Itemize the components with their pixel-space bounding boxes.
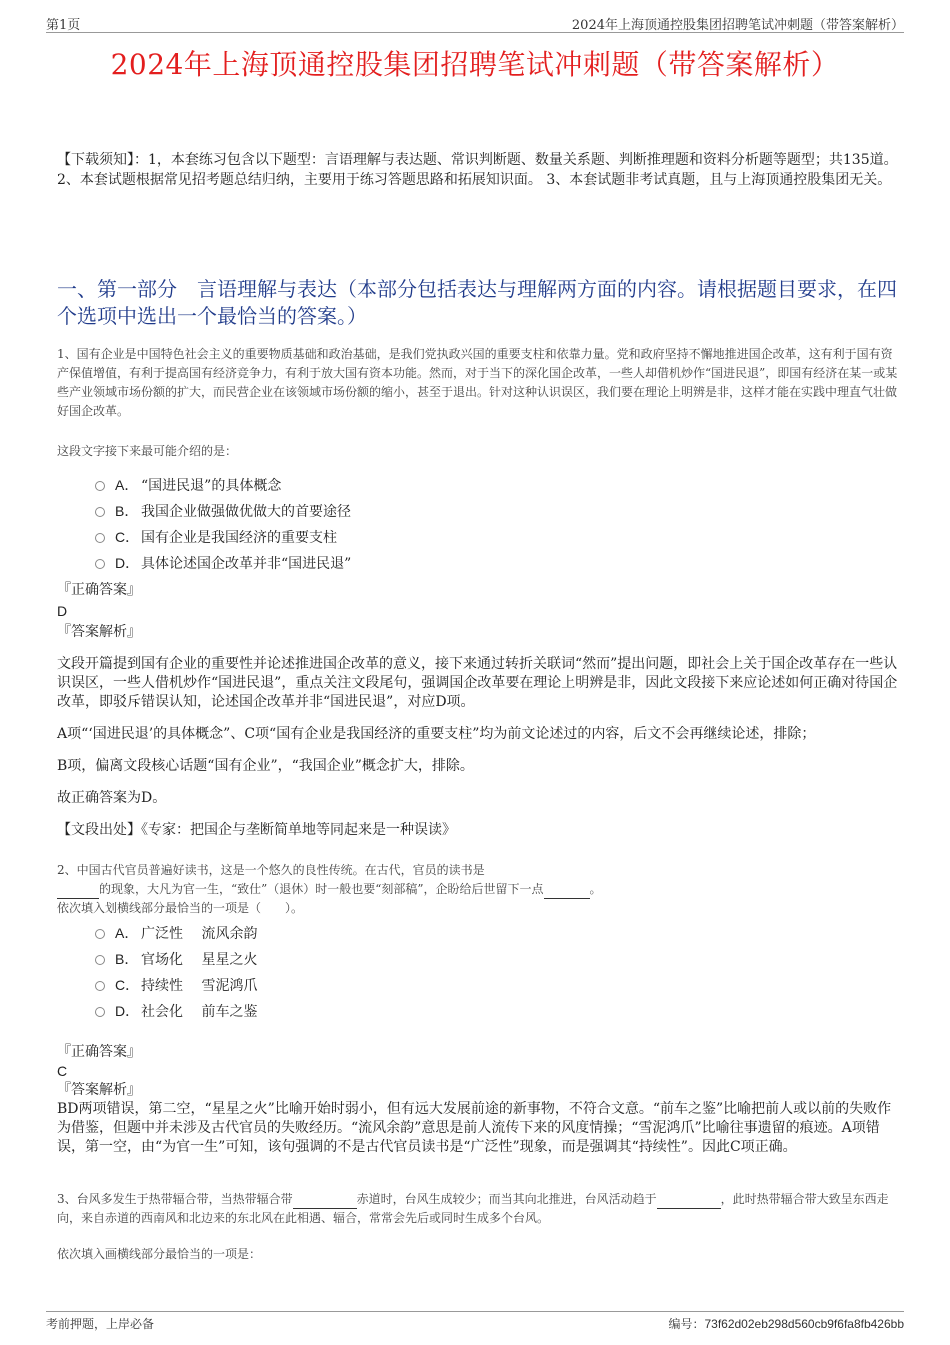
fill-blank[interactable] bbox=[657, 1208, 721, 1209]
radio-icon[interactable] bbox=[95, 533, 105, 543]
question-1-prompt: 这段文字接下来最可能介绍的是： bbox=[57, 444, 238, 458]
radio-icon[interactable] bbox=[95, 955, 105, 965]
question-1-option-a[interactable]: A． “国进民退”的具体概念 bbox=[95, 472, 351, 498]
footer-code: 编号：73f62d02eb298d560cb9f6fa8fb426bb bbox=[668, 1317, 904, 1331]
question-2-options bbox=[95, 920, 257, 1024]
radio-icon[interactable] bbox=[95, 929, 105, 939]
analysis-paragraph: BD两项错误，第二空，“星星之火”比喻开始时弱小，但有远大发展前途的新事物，不符合文意。“前车之鉴”比喻把前人或以前的失败作为借鉴，但题中并未涉及古代官员的失败经历。“流风余韵”意思是前人流传下来的风度情操；“雪泥鸿爪”比喻往事遗留的痕迹。A项错误，第一空，由“为官一生”可知，该句强调的不是古代官员读书是“广泛性”现象，而是强调其“持续性”。因此C项正确。 bbox=[57, 1101, 892, 1155]
header-doc-title: 2024年上海顶通控股集团招聘笔试冲刺题（带答案解析） bbox=[571, 18, 904, 33]
question-2-prompt: 依次填入划横线部分最恰当的一项是（ ）。 bbox=[57, 901, 304, 915]
page-number: 第1页 bbox=[46, 18, 81, 33]
question-1-option-b[interactable]: B． 我国企业做强做优做大的首要途径 bbox=[95, 498, 351, 524]
radio-icon[interactable] bbox=[95, 481, 105, 491]
question-2-line-2: 的现象，大凡为官一生，“致仕”（退休）时一般也要“刻部稿”，企盼给后世留下一点 。 bbox=[57, 880, 902, 899]
question-2-option-d[interactable]: D． 社会化 前车之鉴 bbox=[95, 998, 257, 1024]
analysis-label: 『答案解析』 bbox=[57, 624, 141, 640]
page-title: 2024年上海顶通控股集团招聘笔试冲刺题（带答案解析） bbox=[110, 48, 840, 81]
question-2-option-b[interactable]: B． 官场化 星星之火 bbox=[95, 946, 257, 972]
answer-value: C bbox=[57, 1063, 68, 1079]
analysis-paragraph: B项，偏离文段核心话题“国有企业”，“我国企业”概念扩大，排除。 bbox=[57, 758, 474, 774]
page-footer bbox=[46, 1311, 904, 1335]
question-3-text: 3、台风多发生于热带辐合带，当热带辐合带 赤道时，台风生成较少；而当其向北推进，台风活动趋于 ，此时热带辐合带大致呈东西走向，来自赤道的西南风和北边来的东北风在此相遇、辐合，常常会先后或同时生成多个台风。 bbox=[57, 1192, 889, 1225]
footer-slogan: 考前押题，上岸必备 bbox=[46, 1317, 155, 1331]
radio-icon[interactable] bbox=[95, 559, 105, 569]
radio-icon[interactable] bbox=[95, 1007, 105, 1017]
analysis-label: 『答案解析』 bbox=[57, 1082, 141, 1098]
question-1-analysis bbox=[57, 655, 902, 840]
question-1-text: 1、国有企业是中国特色社会主义的重要物质基础和政治基础，是我们党执政兴国的重要支柱和依靠力量。党和政府坚持不懈地推进国企改革，这有利于国有资产保值增值，有利于提高国有经济竞争力，有利于放大国有资本功能。然而，对于当下的深化国企改革，一些人却借机炒作“国进民退”，即国有经济在某一或某些产业领域市场份额的扩大，而民营企业在该领域市场份额的缩小，甚至于退出。针对这种认识误区，我们要在理论上明辨是非，这样才能在实践中理直气壮做好国企改革。 bbox=[57, 347, 898, 418]
question-2-option-a[interactable]: A． 广泛性 流风余韵 bbox=[95, 920, 257, 946]
radio-icon[interactable] bbox=[95, 981, 105, 991]
question-3-prompt: 依次填入画横线部分最恰当的一项是： bbox=[57, 1247, 262, 1261]
question-2-line-1: 2、中国古代官员普遍好读书，这是一个悠久的良性传统。在古代，官员的读书是 bbox=[57, 863, 485, 877]
section-heading: 一、第一部分 言语理解与表达（本部分包括表达与理解两方面的内容。请根据题目要求，在四个选项中选出一个最恰当的答案。） bbox=[57, 277, 897, 328]
download-notice: 【下载须知】：1，本套练习包含以下题型：言语理解与表达题、常识判断题、数量关系题、判断推理题和资料分析题等题型；共135道。 2、本套试题根据常见招考题总结归纳，主要用于练习答题思路和拓展知识面。 3、本套试题非考试真题，且与上海顶通控股集团无关。 bbox=[57, 152, 898, 188]
question-1-options bbox=[95, 472, 351, 576]
analysis-paragraph: 故正确答案为D。 bbox=[57, 790, 167, 806]
analysis-paragraph: 文段开篇提到国有企业的重要性并论述推进国企改革的意义，接下来通过转折关联词“然而”提出问题，即社会上关于国企改革存在一些认识误区，一些人借机炒作“国进民退”，重点关注文段尾句，强调国企改革要在理论上明辨是非，因此文段接下来应论述如何正确对待国企改革，即驳斥错误认知，论述国企改革并非“国进民退”，对应D项。 bbox=[57, 656, 898, 710]
analysis-paragraph: A项“‘国进民退’的具体概念”、C项“国有企业是我国经济的重要支柱”均为前文论述过的内容，后文不会再继续论述，排除； bbox=[57, 726, 816, 742]
question-1-option-c[interactable]: C． 国有企业是我国经济的重要支柱 bbox=[95, 524, 351, 550]
question-2-option-c[interactable]: C． 持续性 雪泥鸿爪 bbox=[95, 972, 257, 998]
page-header bbox=[46, 12, 904, 33]
question-1-option-d[interactable]: D． 具体论述国企改革并非“国进民退” bbox=[95, 550, 351, 576]
answer-value: D bbox=[57, 603, 68, 619]
fill-blank[interactable] bbox=[544, 898, 590, 899]
question-2-answer-block bbox=[57, 1043, 902, 1157]
question-1-answer-block bbox=[57, 581, 902, 642]
answer-label: 『正确答案』 bbox=[57, 582, 141, 598]
answer-label: 『正确答案』 bbox=[57, 1044, 141, 1060]
radio-icon[interactable] bbox=[95, 507, 105, 517]
fill-blank[interactable] bbox=[293, 1208, 357, 1209]
question-2-text bbox=[57, 861, 902, 918]
source-citation: 【文段出处】《专家：把国企与垄断简单地等同起来是一种误读》 bbox=[57, 822, 456, 838]
